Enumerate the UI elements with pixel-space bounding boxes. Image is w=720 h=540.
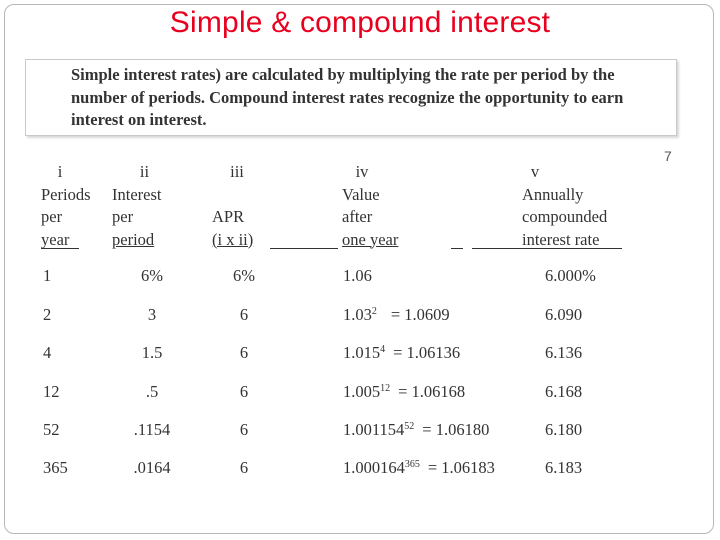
slide-number: 7 <box>664 148 672 164</box>
cell-rate: 6.180 <box>545 420 583 439</box>
cell-value-base: 1.015 <box>343 343 381 362</box>
cell-value <box>343 382 465 402</box>
cell-periods: 365 <box>43 458 68 477</box>
cell-periods: 12 <box>43 382 60 401</box>
header-value-line2: after <box>342 207 373 226</box>
cell-value-exponent: 12 <box>380 383 391 394</box>
header-rule <box>270 248 338 249</box>
header-interest <box>112 161 177 251</box>
cell-value-base: 1.005 <box>343 382 381 401</box>
header-interest-line2: per <box>112 207 134 226</box>
header-roman-v: v <box>530 162 540 181</box>
cell-value-result: = 1.06168 <box>398 382 466 401</box>
cell-rate: 6.183 <box>545 458 583 477</box>
header-rule <box>451 248 463 249</box>
cell-value <box>343 343 460 363</box>
cell-value <box>343 305 450 325</box>
cell-rate: 6.090 <box>545 305 583 324</box>
cell-interest: 3 <box>147 305 157 324</box>
cell-rate: 6.000% <box>545 266 596 285</box>
cell-rate: 6.136 <box>545 343 583 362</box>
cell-interest: .5 <box>145 382 159 401</box>
cell-value-result: = 1.06180 <box>422 420 490 439</box>
header-roman-iii: iii <box>230 162 244 181</box>
header-rule <box>472 248 622 249</box>
cell-apr: 6 <box>239 420 249 439</box>
cell-value-base: 1.03 <box>343 305 372 324</box>
header-value-line3: one year <box>342 229 399 249</box>
header-rule <box>41 248 79 249</box>
cell-value <box>343 266 372 286</box>
header-rate <box>522 161 607 251</box>
cell-apr: 6% <box>233 266 255 285</box>
slide-title: Simple & compound interest <box>169 6 551 39</box>
cell-value-result: = 1.06136 <box>393 343 461 362</box>
cell-periods: 1 <box>43 266 52 285</box>
cell-value-exponent: 2 <box>371 306 377 317</box>
header-rate-line1: Annually <box>522 184 584 204</box>
header-value-line1: Value <box>342 184 380 204</box>
cell-value-exponent: 4 <box>380 344 386 355</box>
cell-rate: 6.168 <box>545 382 583 401</box>
cell-value-exponent: 52 <box>404 421 415 432</box>
header-value <box>342 161 398 251</box>
header-periods-line3: year <box>41 229 70 249</box>
cell-interest: 6% <box>141 266 163 285</box>
header-rate-line2: compounded <box>522 207 608 226</box>
header-periods-line2: per <box>41 207 63 226</box>
cell-interest: .1154 <box>133 420 171 439</box>
header-roman-iv: iv <box>355 162 369 181</box>
cell-value-result: = 1.06183 <box>427 458 495 477</box>
cell-value-result: = 1.0609 <box>390 305 450 324</box>
cell-interest: 1.5 <box>141 343 163 362</box>
cell-apr: 6 <box>239 305 249 324</box>
cell-value-base: 1.06 <box>343 266 372 285</box>
cell-interest: .0164 <box>133 458 171 477</box>
cell-apr: 6 <box>239 458 249 477</box>
cell-apr: 6 <box>239 343 249 362</box>
header-interest-line3: period <box>112 229 155 249</box>
header-periods <box>41 161 91 251</box>
header-rate-line3: interest rate <box>522 229 600 249</box>
cell-value <box>343 420 489 440</box>
cell-periods: 2 <box>43 305 52 324</box>
intro-box <box>25 59 677 136</box>
cell-value-base: 1.001154 <box>343 420 405 439</box>
header-roman-i: i <box>57 162 63 181</box>
cell-value-base: 1.000164 <box>343 458 405 477</box>
intro-text: Simple interest rates) are calculated by multiplying the rate per period by the number of periods. Compound interest rates recognize the opportunity to earn interest on interest. <box>71 65 624 129</box>
cell-value-exponent: 365 <box>404 459 420 470</box>
header-apr-line1: APR <box>212 207 245 226</box>
cell-periods: 52 <box>43 420 60 439</box>
cell-apr: 6 <box>239 382 249 401</box>
header-apr-line2: (i x ii) <box>212 229 254 249</box>
header-interest-line1: Interest <box>112 184 162 204</box>
header-roman-ii: ii <box>139 162 150 181</box>
cell-periods: 4 <box>43 343 52 362</box>
header-apr <box>212 161 262 251</box>
cell-value <box>343 458 495 478</box>
header-periods-line1: Periods <box>41 184 91 204</box>
